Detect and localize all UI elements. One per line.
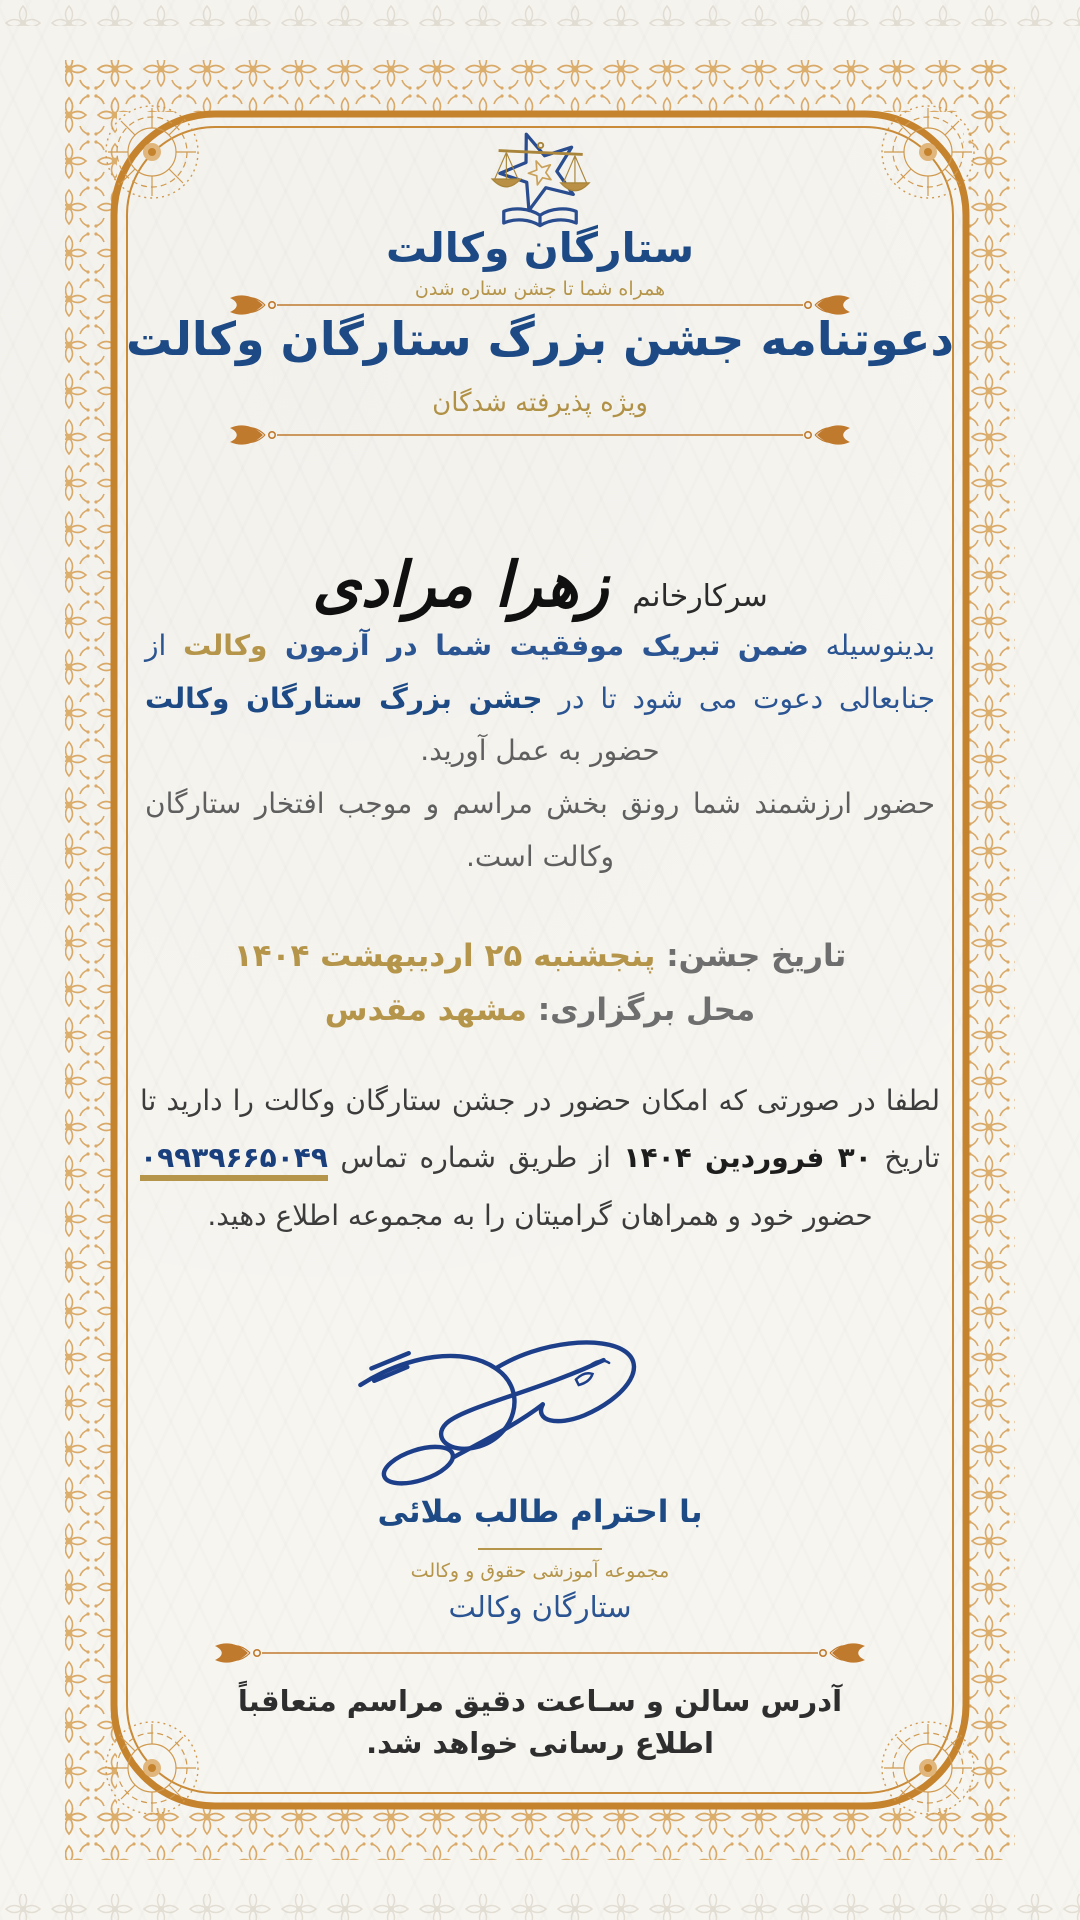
text-run: حضور خود و همراهان گرامیتان را به مجموعه اطلاع دهید. [207,1198,873,1232]
recipient-prefix: سرکارخانم [632,579,768,614]
corner-ornament [106,106,198,198]
signoff-respect: با احترام طالب ملائی [377,1494,703,1530]
text-run: بدینوسیله [808,629,935,662]
text-run: از طریق شماره تماس [328,1141,624,1175]
text-run: ضمن تبریک موفقیت شما در آزمون [267,629,809,662]
recipient-name: زهرا مرادی [312,548,609,621]
recipient-line [0,548,1080,621]
signoff-org-line2: ستارگان وکالت [448,1590,632,1624]
star-icon [500,134,573,210]
signoff-org-line1: مجموعه آموزشی حقوق و وکالت [410,1560,670,1582]
small-star-icon [528,161,551,185]
divider-ornament [225,422,855,448]
phone-number[interactable]: ۰۹۹۳۹۶۶۵۰۴۹ [140,1141,328,1181]
event-venue-value: مشهد مقدس [324,992,527,1028]
text-run: وکالت [183,629,268,662]
text-run: ۳۰ فروردین ۱۴۰۴ [623,1141,872,1175]
text-run: جشن بزرگ ستارگان وکالت [145,681,543,715]
divider-ornament [210,1640,870,1666]
event-date-value: پنجشنبه ۲۵ اردیبهشت ۱۴۰۴ [233,938,656,974]
invitation-subtitle: ویژه پذیرفته شدگان [432,388,648,418]
event-venue-label: محل برگزاری: [537,992,756,1028]
event-date-label: تاریخ جشن: [666,938,847,974]
brand-tagline: همراه شما تا جشن ستاره شدن [414,278,666,300]
rsvp-paragraph [140,1072,940,1244]
event-date-line [0,938,1080,974]
body-paragraph-1 [145,620,935,778]
signoff-rule [478,1548,602,1550]
corner-ornament [882,106,974,198]
footer-note-line1: آدرس سالن و سـاعت دقیق مراسم متعاقباً [237,1684,843,1718]
signature-image [330,1338,750,1490]
footer-note-line2: اطلاع رسانی خواهد شد. [366,1726,714,1760]
body-paragraph-2: حضور ارزشمند شما رونق بخش مراسم و موجب افتخار ستارگان وکالت است. [145,787,935,873]
invitation-title: دعوتنامه جشن بزرگ ستارگان وکالت [125,312,955,366]
brand-title: ستارگان وکالت [385,224,695,272]
brand-logo [455,126,625,236]
event-venue-line [0,992,1080,1028]
text-run: از جنابعالی دعوت می شود تا در [145,629,936,715]
text-run: لطفا در صورتی که امکان حضور در جشن ستارگان وکالت را دارید تا تاریخ [140,1084,940,1175]
text-run: حضور به عمل آورید. [420,734,660,768]
